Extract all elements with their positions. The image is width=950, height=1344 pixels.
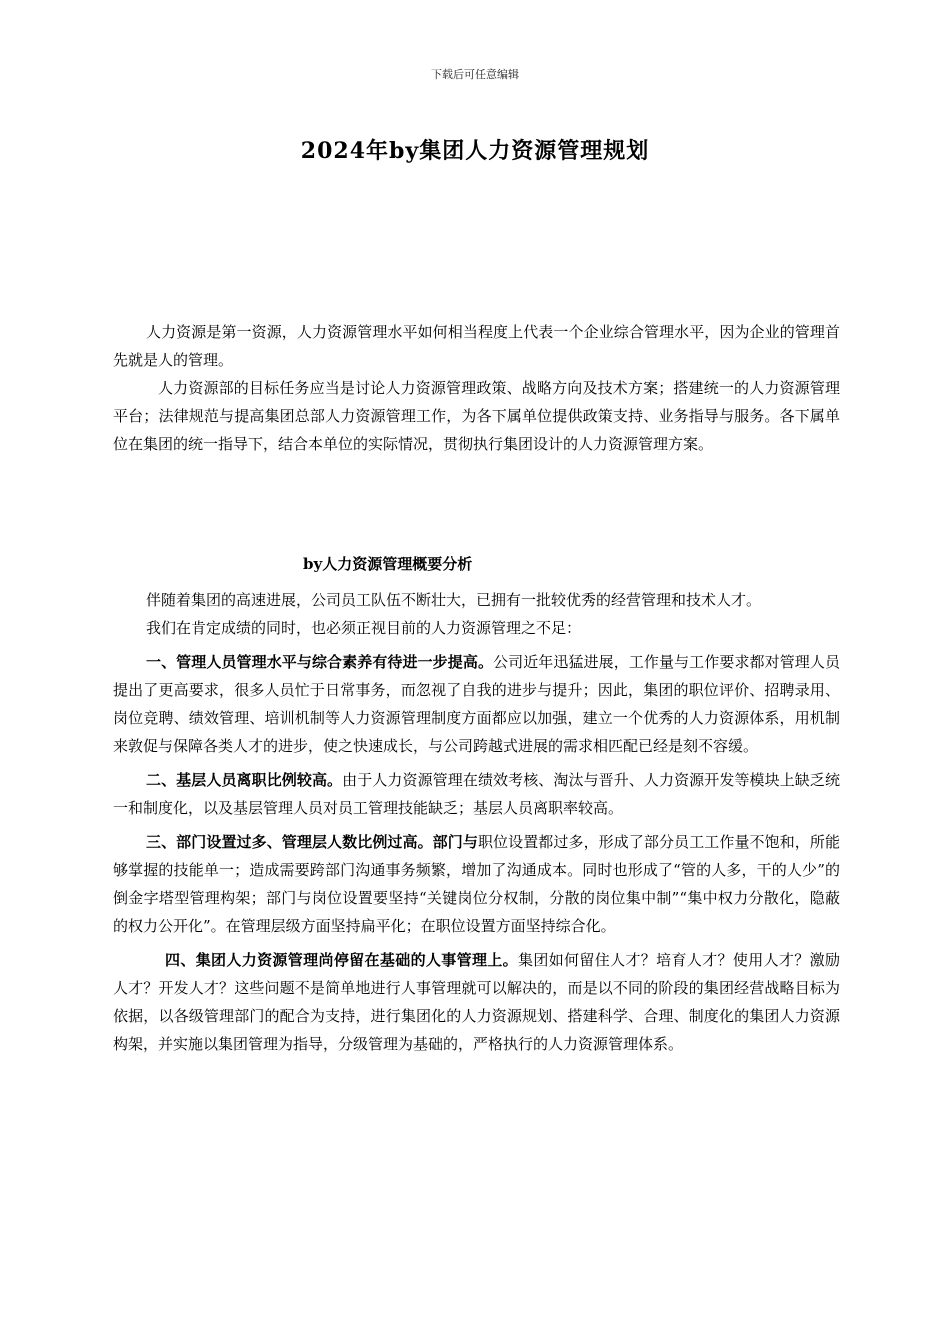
issue-heading-1: 一、管理人员管理水平与综合素养有待进一步提高。 [146, 653, 494, 671]
analysis-paragraph-2: 我们在肯定成绩的同时，也必须正视目前的人力资源管理之不足： [146, 619, 582, 637]
issue-heading-3: 三、部门设置过多、管理层人数比例过高。部门与 [146, 833, 478, 851]
analysis-paragraph-1: 伴随着集团的高速进展，公司员工队伍不断壮大，已拥有一批较优秀的经营管理和技术人才。 [146, 591, 762, 609]
issue-paragraph-1 [113, 648, 840, 760]
issue-text-4: 集团如何留住人才？培育人才？使用人才？激励人才？开发人才？这些问题不是简单地进行人事管理就可以解决的，而是以不同的阶段的集团经营战略目标为依据，以各级管理部门的配合为支持，进行集团化的人力资源规划、搭建科学、合理、制度化的集团人力资源构架，并实施以集团管理为指导，分级管理为基础的，严格执行的人力资源管理体系。 [113, 951, 840, 1053]
issue-paragraph-3 [113, 828, 840, 940]
issue-heading-2: 二、基层人员离职比例较高。 [146, 771, 343, 789]
issue-text-2: 由于人力资源管理在绩效考核、淘汰与晋升、人力资源开发等模块上缺乏统一和制度化，以及基层管理人员对员工管理技能缺乏；基层人员离职率较高。 [113, 771, 840, 817]
page-header: 下载后可任意编辑 [431, 68, 519, 81]
issue-text-1: 公司近年迅猛进展，工作量与工作要求都对管理人员提出了更高要求，很多人员忙于日常事务，而忽视了自我的进步与提升；因此，集团的职位评价、招聘录用、岗位竞聘、绩效管理、培训机制等人力资源管理制度方面都应以加强，建立一个优秀的人力资源体系，用机制来敦促与保障各类人才的进步，使之快速成长，与公司跨越式进展的需求相匹配已经是刻不容缓。 [113, 653, 840, 755]
intro-paragraph-2: 人力资源部的目标任务应当是讨论人力资源管理政策、战略方向及技术方案；搭建统一的人力资源管理平台；法律规范与提高集团总部人力资源管理工作，为各下属单位提供政策支持、业务指导与服务。各下属单位在集团的统一指导下，结合本单位的实际情况，贯彻执行集团设计的人力资源管理方案。 [113, 379, 840, 453]
intro-paragraph-1: 人力资源是第一资源，人力资源管理水平如何相当程度上代表一个企业综合管理水平，因为企业的管理首先就是人的管理。 [113, 323, 840, 369]
issue-heading-4: 四、集团人力资源管理尚停留在基础的人事管理上。 [165, 951, 519, 969]
analysis-section [113, 586, 840, 1058]
document-title: 2024年by集团人力资源管理规划 [300, 138, 650, 164]
issue-paragraph-4 [113, 946, 840, 1058]
issue-text-3: 职位设置都过多，形成了部分员工工作量不饱和，所能够掌握的技能单一；造成需要跨部门沟通事务频繁，增加了沟通成本。同时也形成了“管的人多，干的人少”的倒金字塔型管理构架；部门与岗位设置要坚持“关键岗位分权制，分散的岗位集中制”“集中权力分散化，隐蔽的权力公开化”。在管理层级方面坚持扁平化；在职位设置方面坚持综合化。 [113, 833, 840, 935]
intro-section [113, 318, 840, 458]
issue-paragraph-2 [113, 766, 840, 822]
section-heading: by人力资源管理概要分析 [303, 555, 473, 573]
